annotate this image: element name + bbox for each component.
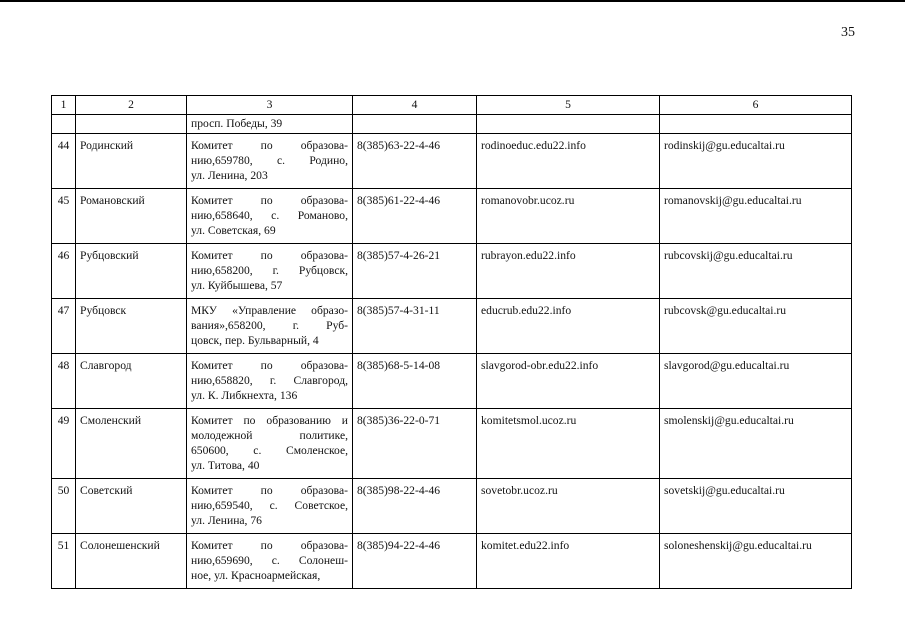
cell-phone: 8(385)57-4-26-21 bbox=[353, 244, 477, 299]
org-line: ул. К. Либкнехта, 136 bbox=[191, 389, 298, 402]
column-header: 5 bbox=[477, 96, 660, 115]
org-line: вания»,658200, г. Руб- bbox=[191, 319, 348, 332]
table-row bbox=[52, 479, 852, 534]
cell-region bbox=[76, 115, 187, 134]
cell-site: slavgorod-obr.edu22.info bbox=[477, 354, 660, 409]
cell-email: sovetskij@gu.educaltai.ru bbox=[660, 479, 852, 534]
cell-email bbox=[660, 115, 852, 134]
cell-email: romanovskij@gu.educaltai.ru bbox=[660, 189, 852, 244]
cell-region: Рубцовский bbox=[76, 244, 187, 299]
column-header: 4 bbox=[353, 96, 477, 115]
org-line: молодежной политике, bbox=[191, 429, 348, 442]
cell-site: rubrayon.edu22.info bbox=[477, 244, 660, 299]
column-header: 6 bbox=[660, 96, 852, 115]
cell-num: 47 bbox=[52, 299, 76, 354]
cell-num: 45 bbox=[52, 189, 76, 244]
header-row bbox=[52, 96, 852, 115]
org-line: нию,658200, г. Рубцовск, bbox=[191, 264, 348, 277]
cell-organization bbox=[187, 299, 353, 354]
org-line: цовск, пер. Бульварный, 4 bbox=[191, 334, 319, 347]
cell-phone: 8(385)63-22-4-46 bbox=[353, 134, 477, 189]
cell-num: 51 bbox=[52, 534, 76, 589]
org-line: нию,658640, с. Романово, bbox=[191, 209, 348, 222]
cell-region: Романовский bbox=[76, 189, 187, 244]
org-line: Комитет по образова- bbox=[191, 539, 348, 552]
org-line: ул. Ленина, 203 bbox=[191, 169, 268, 182]
scan-top-edge bbox=[0, 0, 905, 2]
cell-site: educrub.edu22.info bbox=[477, 299, 660, 354]
org-line: Комитет по образова- bbox=[191, 484, 348, 497]
cell-organization bbox=[187, 134, 353, 189]
cell-num bbox=[52, 115, 76, 134]
cell-phone: 8(385)61-22-4-46 bbox=[353, 189, 477, 244]
cell-email: slavgorod@gu.educaltai.ru bbox=[660, 354, 852, 409]
cell-num: 48 bbox=[52, 354, 76, 409]
table-row bbox=[52, 134, 852, 189]
cell-phone bbox=[353, 115, 477, 134]
org-line: ул. Титова, 40 bbox=[191, 459, 260, 472]
cell-num: 50 bbox=[52, 479, 76, 534]
cell-site: sovetobr.ucoz.ru bbox=[477, 479, 660, 534]
cell-organization bbox=[187, 479, 353, 534]
cell-site: komitet.edu22.info bbox=[477, 534, 660, 589]
cell-phone: 8(385)94-22-4-46 bbox=[353, 534, 477, 589]
cell-organization bbox=[187, 244, 353, 299]
org-line: ул. Ленина, 76 bbox=[191, 514, 262, 527]
cell-organization bbox=[187, 534, 353, 589]
column-header: 2 bbox=[76, 96, 187, 115]
org-line: нию,659780, с. Родино, bbox=[191, 154, 348, 167]
cell-site: komitetsmol.ucoz.ru bbox=[477, 409, 660, 479]
org-line: нию,658820, г. Славгород, bbox=[191, 374, 348, 387]
cell-email: rubcovskij@gu.educaltai.ru bbox=[660, 244, 852, 299]
org-line: Комитет по образова- bbox=[191, 359, 348, 372]
cell-phone: 8(385)68-5-14-08 bbox=[353, 354, 477, 409]
org-line: нию,659540, с. Советское, bbox=[191, 499, 348, 512]
continuation-row bbox=[52, 115, 852, 134]
table-row bbox=[52, 534, 852, 589]
cell-num: 49 bbox=[52, 409, 76, 479]
cell-email: smolenskij@gu.educaltai.ru bbox=[660, 409, 852, 479]
cell-phone: 8(385)57-4-31-11 bbox=[353, 299, 477, 354]
cell-phone: 8(385)98-22-4-46 bbox=[353, 479, 477, 534]
cell-region: Советский bbox=[76, 479, 187, 534]
table-row bbox=[52, 189, 852, 244]
table-row bbox=[52, 354, 852, 409]
org-line: просп. Победы, 39 bbox=[191, 117, 283, 130]
cell-phone: 8(385)36-22-0-71 bbox=[353, 409, 477, 479]
org-line: Комитет по образова- bbox=[191, 194, 348, 207]
cell-site: rodinoeduc.edu22.info bbox=[477, 134, 660, 189]
education-committees-table bbox=[51, 95, 852, 589]
org-line: Комитет по образова- bbox=[191, 139, 348, 152]
cell-region: Солонешенский bbox=[76, 534, 187, 589]
org-line: Комитет по образованию и bbox=[191, 414, 348, 427]
org-line: нию,659690, с. Солонеш- bbox=[191, 554, 348, 567]
cell-organization bbox=[187, 354, 353, 409]
cell-email: rubcovsk@gu.educaltai.ru bbox=[660, 299, 852, 354]
table-row bbox=[52, 244, 852, 299]
cell-region: Родинский bbox=[76, 134, 187, 189]
cell-organization bbox=[187, 189, 353, 244]
table-row bbox=[52, 409, 852, 479]
org-line: 650600, с. Смоленское, bbox=[191, 444, 348, 457]
column-header: 1 bbox=[52, 96, 76, 115]
org-line: ное, ул. Красноармейская, bbox=[191, 569, 321, 582]
cell-site: romanovobr.ucoz.ru bbox=[477, 189, 660, 244]
cell-region: Рубцовск bbox=[76, 299, 187, 354]
column-header: 3 bbox=[187, 96, 353, 115]
cell-num: 46 bbox=[52, 244, 76, 299]
cell-region: Смоленский bbox=[76, 409, 187, 479]
org-line: ул. Советская, 69 bbox=[191, 224, 276, 237]
cell-email: rodinskij@gu.educaltai.ru bbox=[660, 134, 852, 189]
page-number: 35 bbox=[841, 25, 855, 40]
org-line: ул. Куйбышева, 57 bbox=[191, 279, 283, 292]
cell-region: Славгород bbox=[76, 354, 187, 409]
cell-organization bbox=[187, 115, 353, 134]
cell-num: 44 bbox=[52, 134, 76, 189]
cell-email: soloneshenskij@gu.educaltai.ru bbox=[660, 534, 852, 589]
cell-site bbox=[477, 115, 660, 134]
org-line: Комитет по образова- bbox=[191, 249, 348, 262]
table-row bbox=[52, 299, 852, 354]
cell-organization bbox=[187, 409, 353, 479]
org-line: МКУ «Управление образо- bbox=[191, 304, 348, 317]
